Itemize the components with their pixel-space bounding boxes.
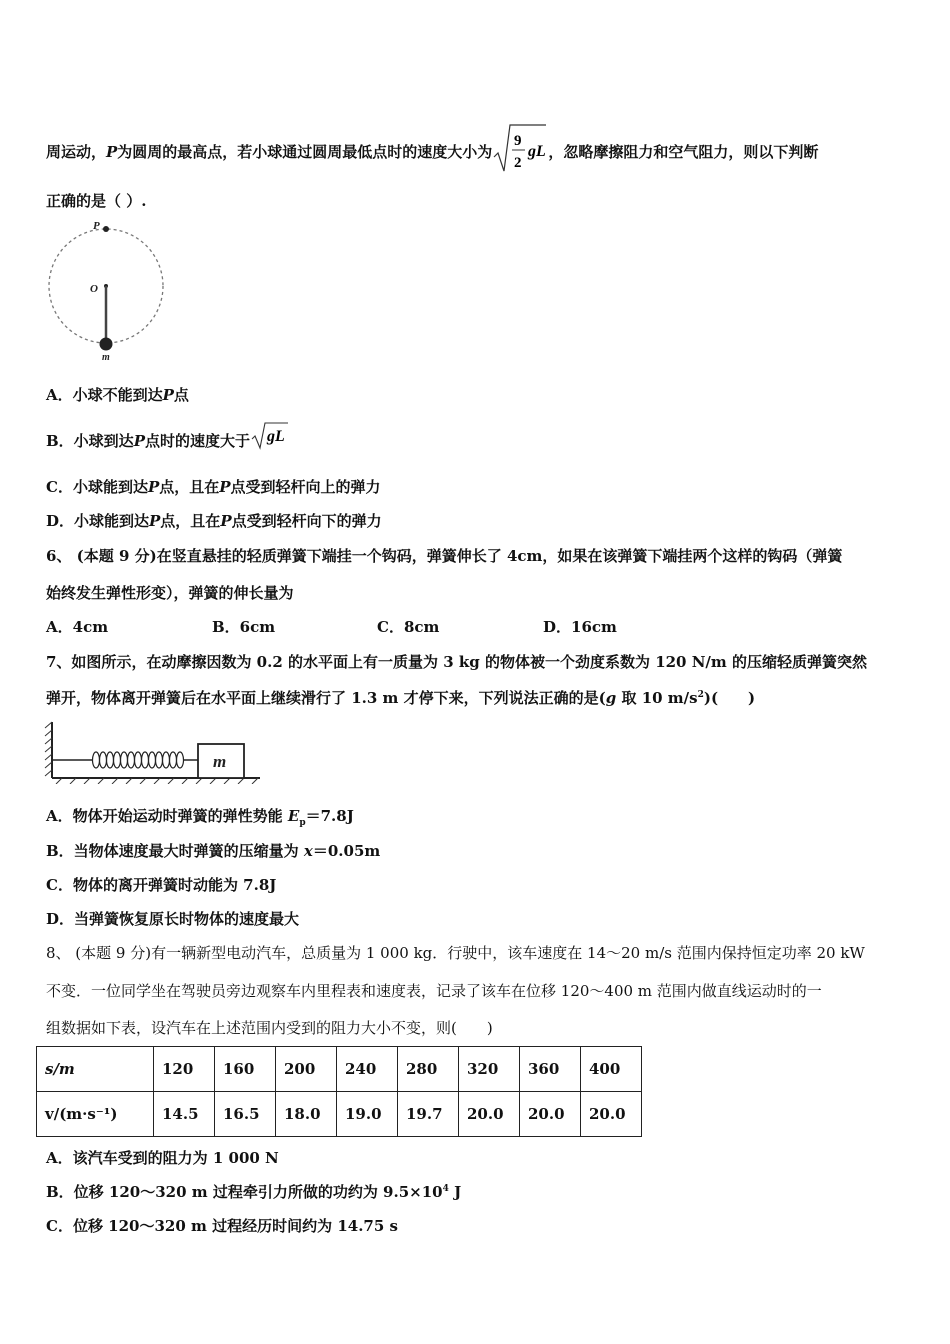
table-cell: 120 <box>154 1047 215 1092</box>
q8-stem-line2: 不变．一位同学坐在驾驶员旁边观察车内里程表和速度表，记录了该车在位移 120～400 m 范围内做直线运动时的一 <box>46 982 822 1000</box>
table-cell: 14.5 <box>154 1092 215 1137</box>
table-cell: 19.0 <box>337 1092 398 1137</box>
table-cell: 16.5 <box>215 1092 276 1137</box>
q5-option-b[interactable]: B．小球到达P点时的速度大于 gL <box>46 427 290 457</box>
q7-stem-line1: 7、如图所示，在动摩擦因数为 0.2 的水平面上有一质量为 3 kg 的物体被一个劲度系数为 120 N/m 的压缩轻质弹簧突然 <box>46 653 868 671</box>
label-p: P <box>93 220 100 232</box>
q8-data-table <box>36 1046 642 1137</box>
label-o: O <box>90 283 98 295</box>
q8-option-c[interactable]: C．位移 120～320 m 过程经历时间约为 14.75 s <box>46 1217 398 1235</box>
spring-coils <box>93 752 184 768</box>
label-m: m <box>102 352 110 363</box>
table-cell: 200 <box>276 1047 337 1092</box>
q7-option-a[interactable]: A．物体开始运动时弹簧的弹性势能 $E_p=7.8J$ <box>46 807 354 828</box>
top-point-p <box>103 226 109 232</box>
sqrt-tail: gL <box>528 143 547 160</box>
table-header-v: v/(m·s⁻¹) <box>37 1092 154 1137</box>
svg-text:gL: gL <box>266 428 285 445</box>
ball-mass <box>100 338 113 351</box>
sqrt-numerator: 9 <box>514 133 522 149</box>
q6-option-d[interactable]: D．16cm <box>543 618 617 636</box>
q5-stem-line1: 周运动，P为圆周的最高点，若小球通过圆周最低点时的速度大小为 9 2 gL ，忽略摩擦阻力和空气阻力，则以下判断 <box>46 127 818 179</box>
sqrt-formula-icon <box>492 123 548 175</box>
q7-option-d[interactable]: D．当弹簧恢复原长时物体的速度最大 <box>46 910 300 928</box>
q8-stem-line1: 8、 (本题 9 分)有一辆新型电动汽车，总质量为 1 000 kg．行驶中，该车速度在 14～20 m/s 范围内保持恒定功率 20 kW <box>46 944 865 962</box>
table-cell: 320 <box>459 1047 520 1092</box>
q7-option-c[interactable]: C．物体的离开弹簧时动能为 7.8J <box>46 876 277 894</box>
q6-option-a[interactable]: A．4cm <box>46 618 109 636</box>
table-row <box>37 1047 642 1092</box>
sqrt-denominator: 2 <box>514 155 522 171</box>
q6-option-b[interactable]: B．6cm <box>212 618 276 636</box>
q5-option-a[interactable]: A．小球不能到达P点 <box>46 386 189 404</box>
table-row <box>37 1092 642 1137</box>
table-cell: 19.7 <box>398 1092 459 1137</box>
q7-option-b[interactable]: B．当物体速度最大时弹簧的压缩量为 x＝0.05m <box>46 842 381 860</box>
sqrt-gl-icon <box>250 421 290 451</box>
circular-motion-figure <box>44 218 168 364</box>
q5-option-c[interactable]: C．小球能到达P点，且在P点受到轻杆向上的弹力 <box>46 478 381 496</box>
block-label: m <box>213 752 227 771</box>
q7-stem-line2: 弹开，物体离开弹簧后在水平面上继续滑行了 1.3 m 才停下来，下列说法正确的是(g 取 10 $m/s^2$)( ) <box>46 689 756 707</box>
table-cell: 20.0 <box>459 1092 520 1137</box>
table-cell: 360 <box>520 1047 581 1092</box>
q8-option-a[interactable]: A．该汽车受到的阻力为 1 000 N <box>46 1149 279 1167</box>
spring-block-figure <box>42 718 264 784</box>
q5-option-d[interactable]: D．小球能到达P点，且在P点受到轻杆向下的弹力 <box>46 512 382 530</box>
table-cell: 20.0 <box>520 1092 581 1137</box>
q5-stem-line2: 正确的是（ ）. <box>46 192 147 210</box>
table-cell: 20.0 <box>581 1092 642 1137</box>
table-cell: 160 <box>215 1047 276 1092</box>
wall-hatch <box>45 722 52 776</box>
table-cell: 18.0 <box>276 1092 337 1137</box>
q6-stem-line2: 始终发生弹性形变），弹簧的伸长量为 <box>46 584 294 602</box>
q8-stem-line3: 组数据如下表，设汽车在上述范围内受到的阻力大小不变，则( ) <box>46 1019 493 1037</box>
table-header-s: s/m <box>37 1047 154 1092</box>
q6-stem-line1: 6、 (本题 9 分)在竖直悬挂的轻质弹簧下端挂一个钩码，弹簧伸长了 4cm，如果在该弹簧下端挂两个这样的钩码（弹簧 <box>46 547 843 565</box>
q8-option-b[interactable]: B．位移 120～320 m 过程牵引力所做的功约为 $9.5\times 10^4$ J <box>46 1183 462 1201</box>
table-cell: 240 <box>337 1047 398 1092</box>
table-cell: 280 <box>398 1047 459 1092</box>
table-cell: 400 <box>581 1047 642 1092</box>
q6-option-c[interactable]: C．8cm <box>377 618 440 636</box>
